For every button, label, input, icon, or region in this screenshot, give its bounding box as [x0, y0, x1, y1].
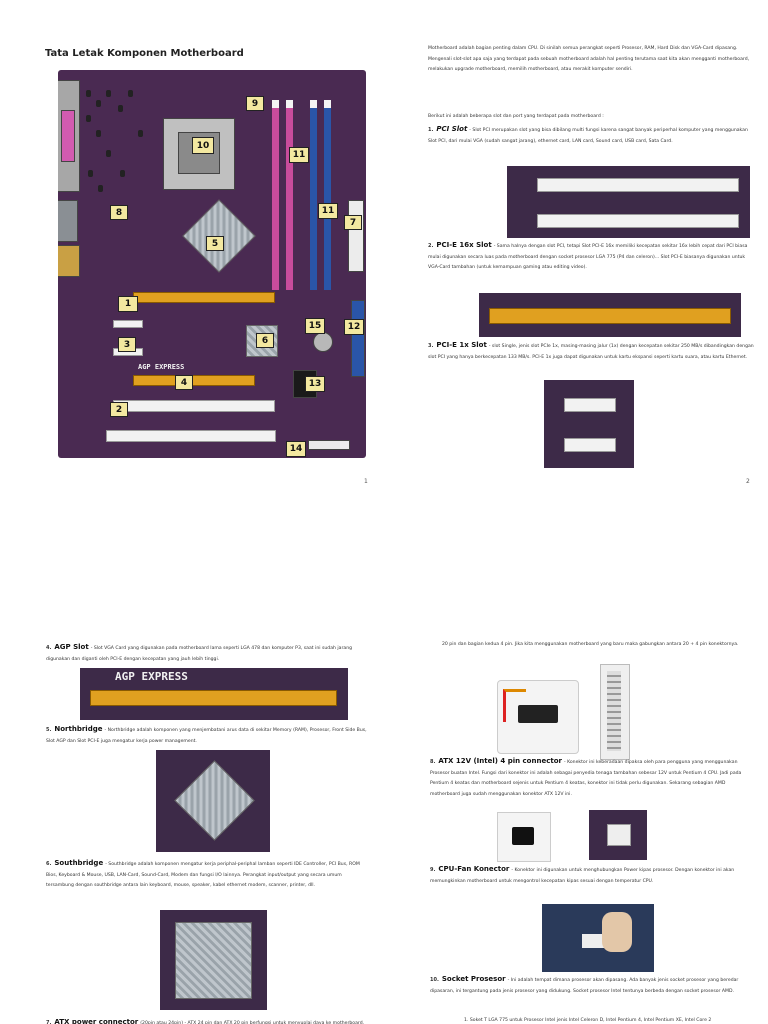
- label-5: 5: [206, 236, 224, 251]
- atx-12v-cable-photo: [497, 812, 551, 862]
- page-title: Tata Letak Komponen Motherboard: [45, 48, 244, 59]
- continuation-paragraph: 20 pin dan bagian kedua 4 pin. Jika kita menggunakan motherboard yang baru maka gabungkan antara 20 + 4 pin konektornya.: [442, 642, 739, 647]
- item-text: - Southbridge adalah komponen mengatur kerja periphal-periphal lamban seperti IDE Controller, PCI Bus, ROM Bios, Keyboard & Mouse, USB, LAN-Card, Sound-Card, Modem dan fungsi I/O lainnya. Perangkat input/output yang secara umum tersambung dengan southbridge antara lain keyboard, mouse, speaker, kabel ethernet modem, scanner, printer, dll.: [46, 862, 360, 888]
- agp-express-text: AGP EXPRESS: [115, 670, 188, 683]
- agp-slot: [133, 375, 255, 386]
- label-8: 8: [110, 205, 128, 220]
- audio-ports: [58, 200, 78, 242]
- pcie-1x-slot-a: [113, 320, 143, 328]
- item-number: 7.: [46, 1020, 52, 1024]
- atx-12v-connector-photo: [589, 810, 647, 860]
- ram-slot-blue-1: [310, 100, 317, 290]
- label-4: 4: [175, 375, 193, 390]
- parallel-port: [61, 110, 75, 162]
- page-number: 1: [364, 478, 368, 485]
- item-label: ATX power connector: [54, 1018, 139, 1024]
- southbridge-photo: [160, 910, 267, 1010]
- socket-sub-item: 1. Soket T LGA 775 untuk Prosesor Intel jenis Intel Celeron D, Intel Pentium 4, Intel Pentium XE, Intel Core 2: [464, 1018, 712, 1023]
- intro-paragraph: Motherboard adalah bagian penting dalam CPU. Di sinilah semua perangkat seperti Prosesor, RAM, Hard Disk dan VGA-Card dipasang. Mengenali slot-slot apa saja yang terdapat pada sebuah motherboard adalah hal penting terutama saat kita akan mengganti motherboard, melakukan upgrade motherboard, memilih motherboard, atau merakit komputer sendiri.: [428, 46, 750, 72]
- label-11a: 11: [289, 147, 309, 163]
- label-10: 10: [192, 137, 214, 154]
- item-label: CPU-Fan Konector: [438, 865, 510, 873]
- item-label: Socket Prosesor: [441, 975, 506, 983]
- label-9: 9: [246, 96, 264, 111]
- item-pcie-1x: [428, 340, 754, 363]
- ram-slot-blue-2: [324, 100, 331, 290]
- pcie-16x-photo: [479, 293, 741, 337]
- ram-slot-pink-2: [286, 100, 293, 290]
- item-number: 8.: [430, 759, 436, 765]
- item-text: - slot Single, jenis slot PCIe 1x, masing-masing jalur (1x) dengan kecepatan sekitar 250 MB/s dibandingkan dengan slot PCI yang hanya berkecepatan 133 MB/s. PCI-E 1x juga dapat digunakan untuk kartu ekspansi seperti kartu suara, atau kartu Ethernet.: [428, 344, 754, 360]
- page-1: [0, 0, 384, 512]
- northbridge-photo: [156, 750, 270, 852]
- cpu-fan-photo: [542, 904, 654, 972]
- label-11b: 11: [318, 203, 338, 219]
- label-3: 3: [118, 337, 136, 352]
- item-number: 10.: [430, 977, 439, 983]
- item-text: (20pin atau 24pin) - ATX 24 pin dan ATX 20 pin berfungsi untuk menyuplai daya ke motherboard.: [140, 1021, 365, 1024]
- list-intro: Berikut ini adalah beberapa slot dan port yang terdapat pada motherboard :: [428, 114, 604, 119]
- pcie-16x-slot: [133, 292, 275, 303]
- item-number: 3.: [428, 343, 434, 349]
- item-atx-power: [46, 1017, 370, 1024]
- item-northbridge: [46, 724, 370, 747]
- item-label: Northbridge: [54, 725, 103, 733]
- page-4: [384, 512, 768, 1024]
- item-number: 9.: [430, 867, 436, 873]
- item-number: 6.: [46, 861, 52, 867]
- agp-express-text: AGP EXPRESS: [138, 363, 185, 371]
- floppy-connector: [308, 440, 350, 450]
- page-2: [384, 0, 768, 512]
- page-number: 2: [746, 478, 750, 485]
- item-number: 1.: [428, 127, 434, 133]
- label-13: 13: [305, 376, 325, 392]
- item-pcie-16x: [428, 240, 754, 274]
- label-12: 12: [344, 319, 364, 335]
- item-text: - Sama halnya dengan slot PCI, tetapi Slot PCI-E 16x memiliki kecepatan sekitar 16x lebih cepat dari PCI biasa mulai digunakan secara luas pada motherboard dengan socket prosesor LGA 775 (P4 dan celeron)... Slot PCI-E biasanya digunakan untuk VGA-Card tambahan (untuk kemampuan gaming atau editing video).: [428, 244, 748, 270]
- item-label: Southbridge: [54, 859, 104, 867]
- item-socket-prosesor: [430, 974, 754, 997]
- item-label: PCI-E 16x Slot: [436, 241, 492, 249]
- atx-connector-photo: [600, 664, 630, 760]
- agp-slot-photo: [80, 668, 348, 720]
- label-7: 7: [344, 215, 362, 230]
- ram-slot-pink-1: [272, 100, 279, 290]
- pcie-1x-photo: [544, 380, 634, 468]
- label-1: 1: [118, 296, 138, 312]
- label-2: 2: [110, 402, 128, 417]
- item-pci-slot: [428, 124, 754, 147]
- motherboard-diagram: [58, 70, 366, 458]
- item-number: 2.: [428, 243, 434, 249]
- item-atx-12v: [430, 756, 754, 800]
- item-number: 4.: [46, 645, 52, 651]
- item-label: PCI Slot: [436, 125, 468, 133]
- usb-ports: [58, 245, 80, 277]
- item-text: - Konektor ini keberadaan dipaksa oleh para pengguna yang menggunakan Prosesor buatan Intel. Fungsi dari konektor ini adalah sebagai penyedia tenaga tambahan sebesar 12V untuk Pentium 4 CPU. Jadi pada Pentium 4 keatas dan motherboard sejenis untuk Pentium 4 keatas, konektor ini tidak perlu digunakan. Sekarang sebagian AMD motherboard juga sudah menggunakan konektor ATX 12V ini.: [430, 760, 742, 797]
- item-label: PCI-E 1x Slot: [436, 341, 487, 349]
- ide-connector: [351, 300, 365, 377]
- item-agp-slot: [46, 642, 370, 665]
- pci-slot-1: [113, 400, 275, 412]
- item-text: - Ini adalah tempat dimana prosesor akan dipasang. Ada banyak jenis socket prosesor yang beredar dipasaran, ini tergantung pada jenis prosesor yang didukung. Socket prosesor Intel tentunya berbeda dengan socket prosesor AMD.: [430, 978, 739, 994]
- item-text: - Konektor ini digunakan untuk menghubungkan Power kipas prosesor. Dengan konektor ini akan memungkinkan motherboard untuk mengontrol kecepatan kipas sesuai dengan temperatur CPU.: [430, 868, 735, 884]
- item-cpu-fan: [430, 864, 754, 887]
- item-label: ATX 12V (Intel) 4 pin connector: [438, 757, 562, 765]
- pci-slot-photo: [507, 166, 750, 238]
- atx-power-connector: [348, 200, 364, 272]
- item-text: - Northbridge adalah komponen yang menjembatani arus data di sekitar Memory (RAM), Prosesor, Front Side Bus, Slot AGP dan Slot PCI-E juga mengatur kerja power management.: [46, 728, 367, 744]
- item-number: 5.: [46, 727, 52, 733]
- item-southbridge: [46, 858, 370, 892]
- item-label: AGP Slot: [54, 643, 89, 651]
- cmos-battery: [313, 332, 333, 352]
- label-15: 15: [305, 318, 325, 334]
- atx-cable-photo: [497, 680, 579, 754]
- label-14: 14: [286, 441, 306, 457]
- label-6: 6: [256, 333, 274, 348]
- page-3: [0, 512, 384, 1024]
- pci-slot-2: [106, 430, 276, 442]
- item-text: - Slot PCI merupakan slot yang bisa dibilang multi fungsi karena sangat banyak periperhal komputer yang menggunakan Slot PCI, dari mulai VGA (sudah sangat jarang), ethernet card, LAN card, Sound card, USB card, Sata Card.: [428, 128, 748, 144]
- item-text: - Slot VGA Card yang digunakan pada motherboard lama seperti LGA 478 dan komputer P3, saat ini sudah jarang digunakan dan diganti oleh PCI-E dengan kecepatan yang jauh lebih tinggi.: [46, 646, 353, 662]
